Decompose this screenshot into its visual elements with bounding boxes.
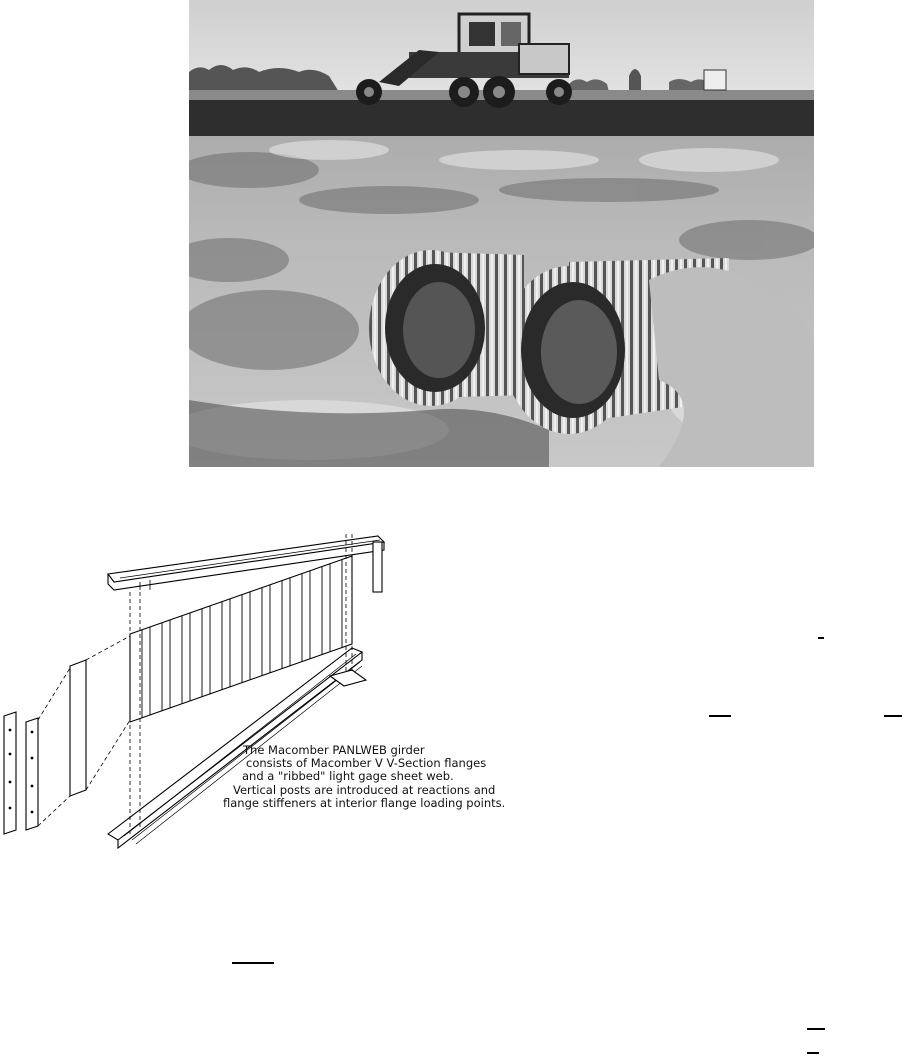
culvert-photo	[189, 0, 814, 467]
fraction-bar	[818, 637, 824, 639]
fraction-bar	[709, 715, 731, 717]
fraction-bar	[232, 962, 274, 964]
caption-line-2: consists of Macomber V V-Section flanges	[246, 756, 487, 771]
fraction-bar	[807, 1052, 819, 1054]
girder-caption	[223, 743, 506, 810]
caption-line-1: The Macomber PANLWEB girder	[243, 743, 425, 757]
caption-line-5: flange stiffeners at interior flange loading points.	[223, 795, 506, 810]
caption-line-3: and a "ribbed" light gage sheet web.	[242, 769, 454, 784]
girder-diagram	[0, 534, 480, 864]
fraction-bar	[884, 715, 902, 717]
fraction-bar	[807, 1028, 825, 1030]
caption-line-4: Vertical posts are introduced at reactions and	[233, 782, 496, 797]
